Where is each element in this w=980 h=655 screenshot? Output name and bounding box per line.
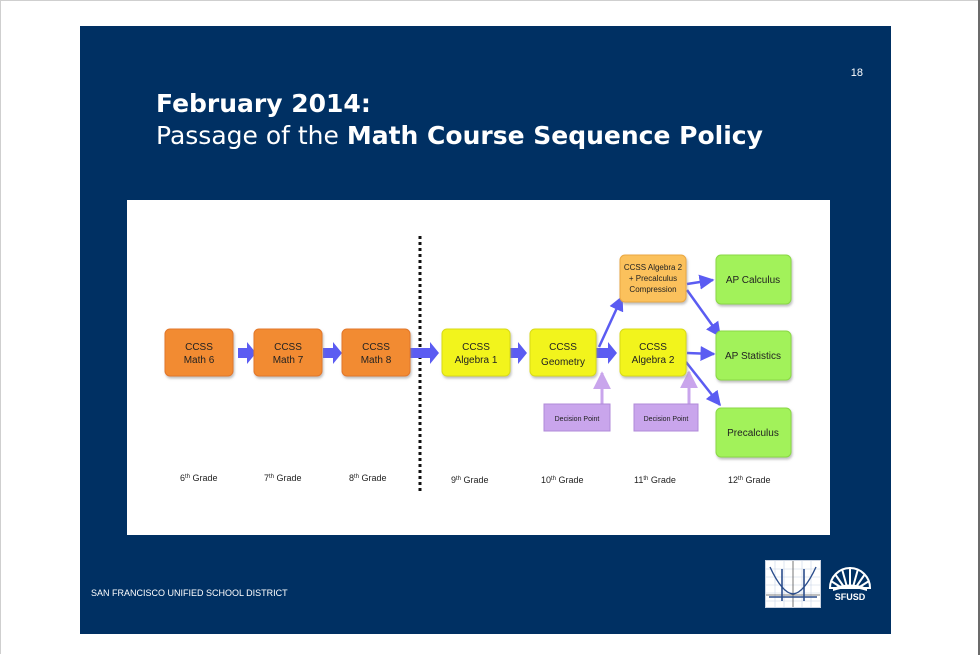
decision-arrows <box>602 372 689 404</box>
course-algebra-1 <box>442 329 510 376</box>
svg-text:Math 8: Math 8 <box>360 355 392 366</box>
course-math-6 <box>165 329 233 376</box>
svg-text:Geometry: Geometry <box>541 357 585 368</box>
svg-text:AP Statistics: AP Statistics <box>725 351 781 362</box>
grade-label-12: 12th Grade <box>728 475 771 485</box>
arrow-8-to-algebra1 <box>410 342 439 364</box>
arrow-algebra2-to-precalculus <box>686 362 720 405</box>
title-policy-name: Math Course Sequence Policy <box>346 121 763 150</box>
decision-point-grade-10 <box>544 404 610 431</box>
slide <box>80 26 891 634</box>
arrow-geometry-to-compression <box>599 297 622 347</box>
svg-text:CCSS Algebra 2: CCSS Algebra 2 <box>623 263 683 272</box>
arrow-algebra1-to-geometry <box>510 342 527 364</box>
svg-text:AP Calculus: AP Calculus <box>725 275 781 286</box>
arrow-6-to-7 <box>238 342 256 364</box>
arrow-7-to-8 <box>323 342 342 364</box>
svg-text:Algebra 2: Algebra 2 <box>631 355 675 366</box>
grade-label-8: 8th Grade <box>349 473 387 483</box>
svg-text:CCSS: CCSS <box>362 342 390 353</box>
slide-title <box>156 88 763 152</box>
grade-label-10: 10th Grade <box>541 475 584 485</box>
svg-text:CCSS: CCSS <box>639 342 667 353</box>
arrow-compression-to-ap-statistics <box>687 290 720 336</box>
grade-label-6: 6th Grade <box>180 473 218 483</box>
grade-label-11: 11th Grade <box>634 475 676 485</box>
arrow-compression-to-ap-calculus <box>687 280 713 284</box>
course-algebra-2 <box>620 329 686 376</box>
grade-label-7: 7th Grade <box>264 473 302 483</box>
title-date: February 2014: <box>156 89 371 118</box>
slide-number: 18 <box>850 67 863 79</box>
svg-text:Precalculus: Precalculus <box>727 428 779 439</box>
grade-label-9: 9th Grade <box>451 475 489 485</box>
arrow-algebra2-to-ap-statistics <box>687 353 714 354</box>
svg-text:+ Precalculus: + Precalculus <box>628 274 678 283</box>
svg-text:Algebra 1: Algebra 1 <box>454 355 498 366</box>
svg-text:Decision Point: Decision Point <box>643 416 689 423</box>
graph-bridge-logo-icon <box>766 561 820 607</box>
course-math-7 <box>254 329 322 376</box>
title-subtitle <box>156 120 763 152</box>
course-ap-calculus <box>716 255 791 304</box>
course-precalculus <box>716 408 791 457</box>
svg-text:Compression: Compression <box>629 285 677 294</box>
course-sequence-diagram <box>127 200 830 535</box>
math-department-logo <box>765 560 821 608</box>
svg-text:Decision Point: Decision Point <box>554 416 600 423</box>
course-geometry <box>530 329 596 376</box>
course-ap-statistics <box>716 331 791 380</box>
decision-point-grade-11 <box>634 404 698 431</box>
svg-text:CCSS: CCSS <box>462 342 490 353</box>
grade-labels <box>180 473 771 485</box>
course-algebra2-precalculus-compression <box>620 255 686 302</box>
svg-text:CCSS: CCSS <box>549 342 577 353</box>
sfusd-logo-text: SFUSD <box>834 592 866 602</box>
course-math-8 <box>342 329 410 376</box>
diagram-svg <box>127 200 830 535</box>
svg-text:Math 7: Math 7 <box>272 355 304 366</box>
svg-text:CCSS: CCSS <box>185 342 213 353</box>
title-prefix: Passage of the <box>156 121 347 150</box>
svg-text:CCSS: CCSS <box>274 342 302 353</box>
district-name-footer: SAN FRANCISCO UNIFIED SCHOOL DISTRICT <box>91 588 288 598</box>
svg-text:Math 6: Math 6 <box>183 355 215 366</box>
